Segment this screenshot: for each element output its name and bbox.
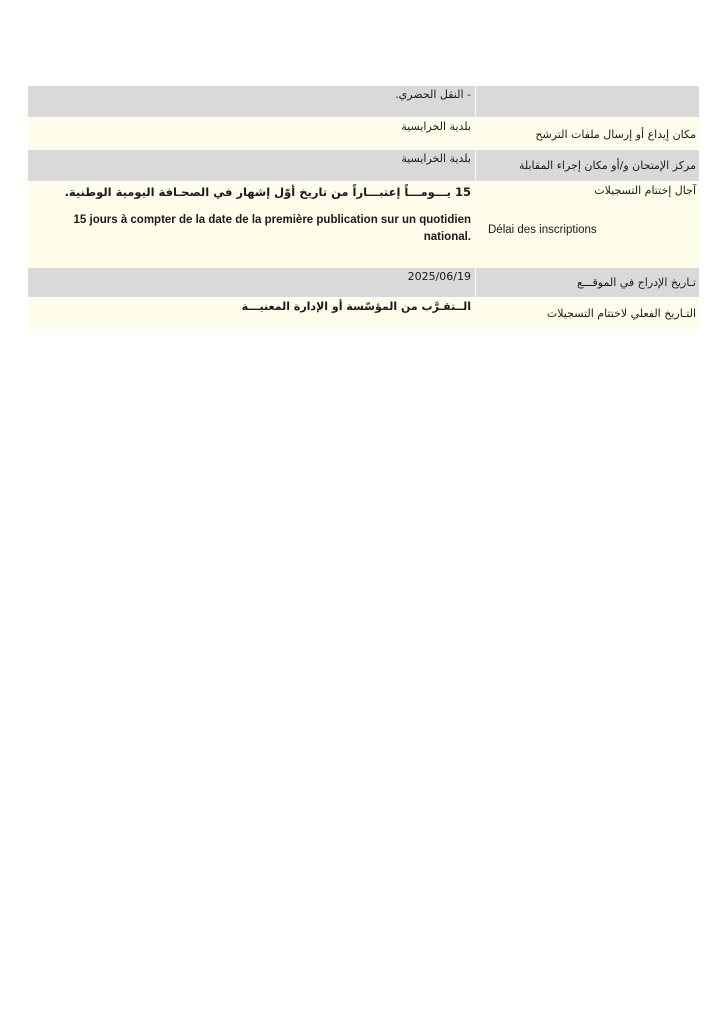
row-value: بلدية الخرايسية: [28, 150, 476, 181]
row-value: الــتقـرَّب من المؤسّسة أو الإدارة المعنيـــة: [28, 298, 476, 329]
recruitment-info-table: [28, 86, 699, 329]
row-label-arabic: آجال إختتام التسجيلات: [594, 184, 696, 197]
row-value-french: 15 jours à compter de la date de la première publication sur un quotidien national.: [73, 214, 471, 243]
row-label-french: Délai des inscriptions: [488, 224, 597, 236]
table-row: [28, 86, 699, 117]
row-value: 2025/06/19: [28, 268, 476, 297]
row-label: [476, 182, 699, 267]
row-value: - النقل الحضري.: [28, 86, 476, 117]
row-label: مكان إيداع أو إرسال ملفات الترشح: [535, 128, 696, 141]
table-row: [28, 149, 699, 181]
row-value: بلدية الخرايسية: [28, 118, 476, 149]
table-row: [28, 297, 699, 329]
row-label: تـاريخ الإدراج في الموقـــع: [577, 276, 696, 289]
row-value-arabic: 15 يـــومـــاً إعتبـــاراً من تاريخ أوّل إشهار في الصحـافة اليومية الوطنية.: [64, 185, 471, 199]
row-value: [28, 182, 476, 267]
table-row: [28, 181, 699, 267]
row-label: التـاريخ الفعلي لاختتام التسجيلات: [546, 307, 696, 320]
table-row: [28, 267, 699, 297]
table-row: [28, 117, 699, 149]
row-label: مركز الإمتحان و/أو مكان إجراء المقابلة: [518, 159, 696, 172]
row-label: [476, 86, 699, 117]
